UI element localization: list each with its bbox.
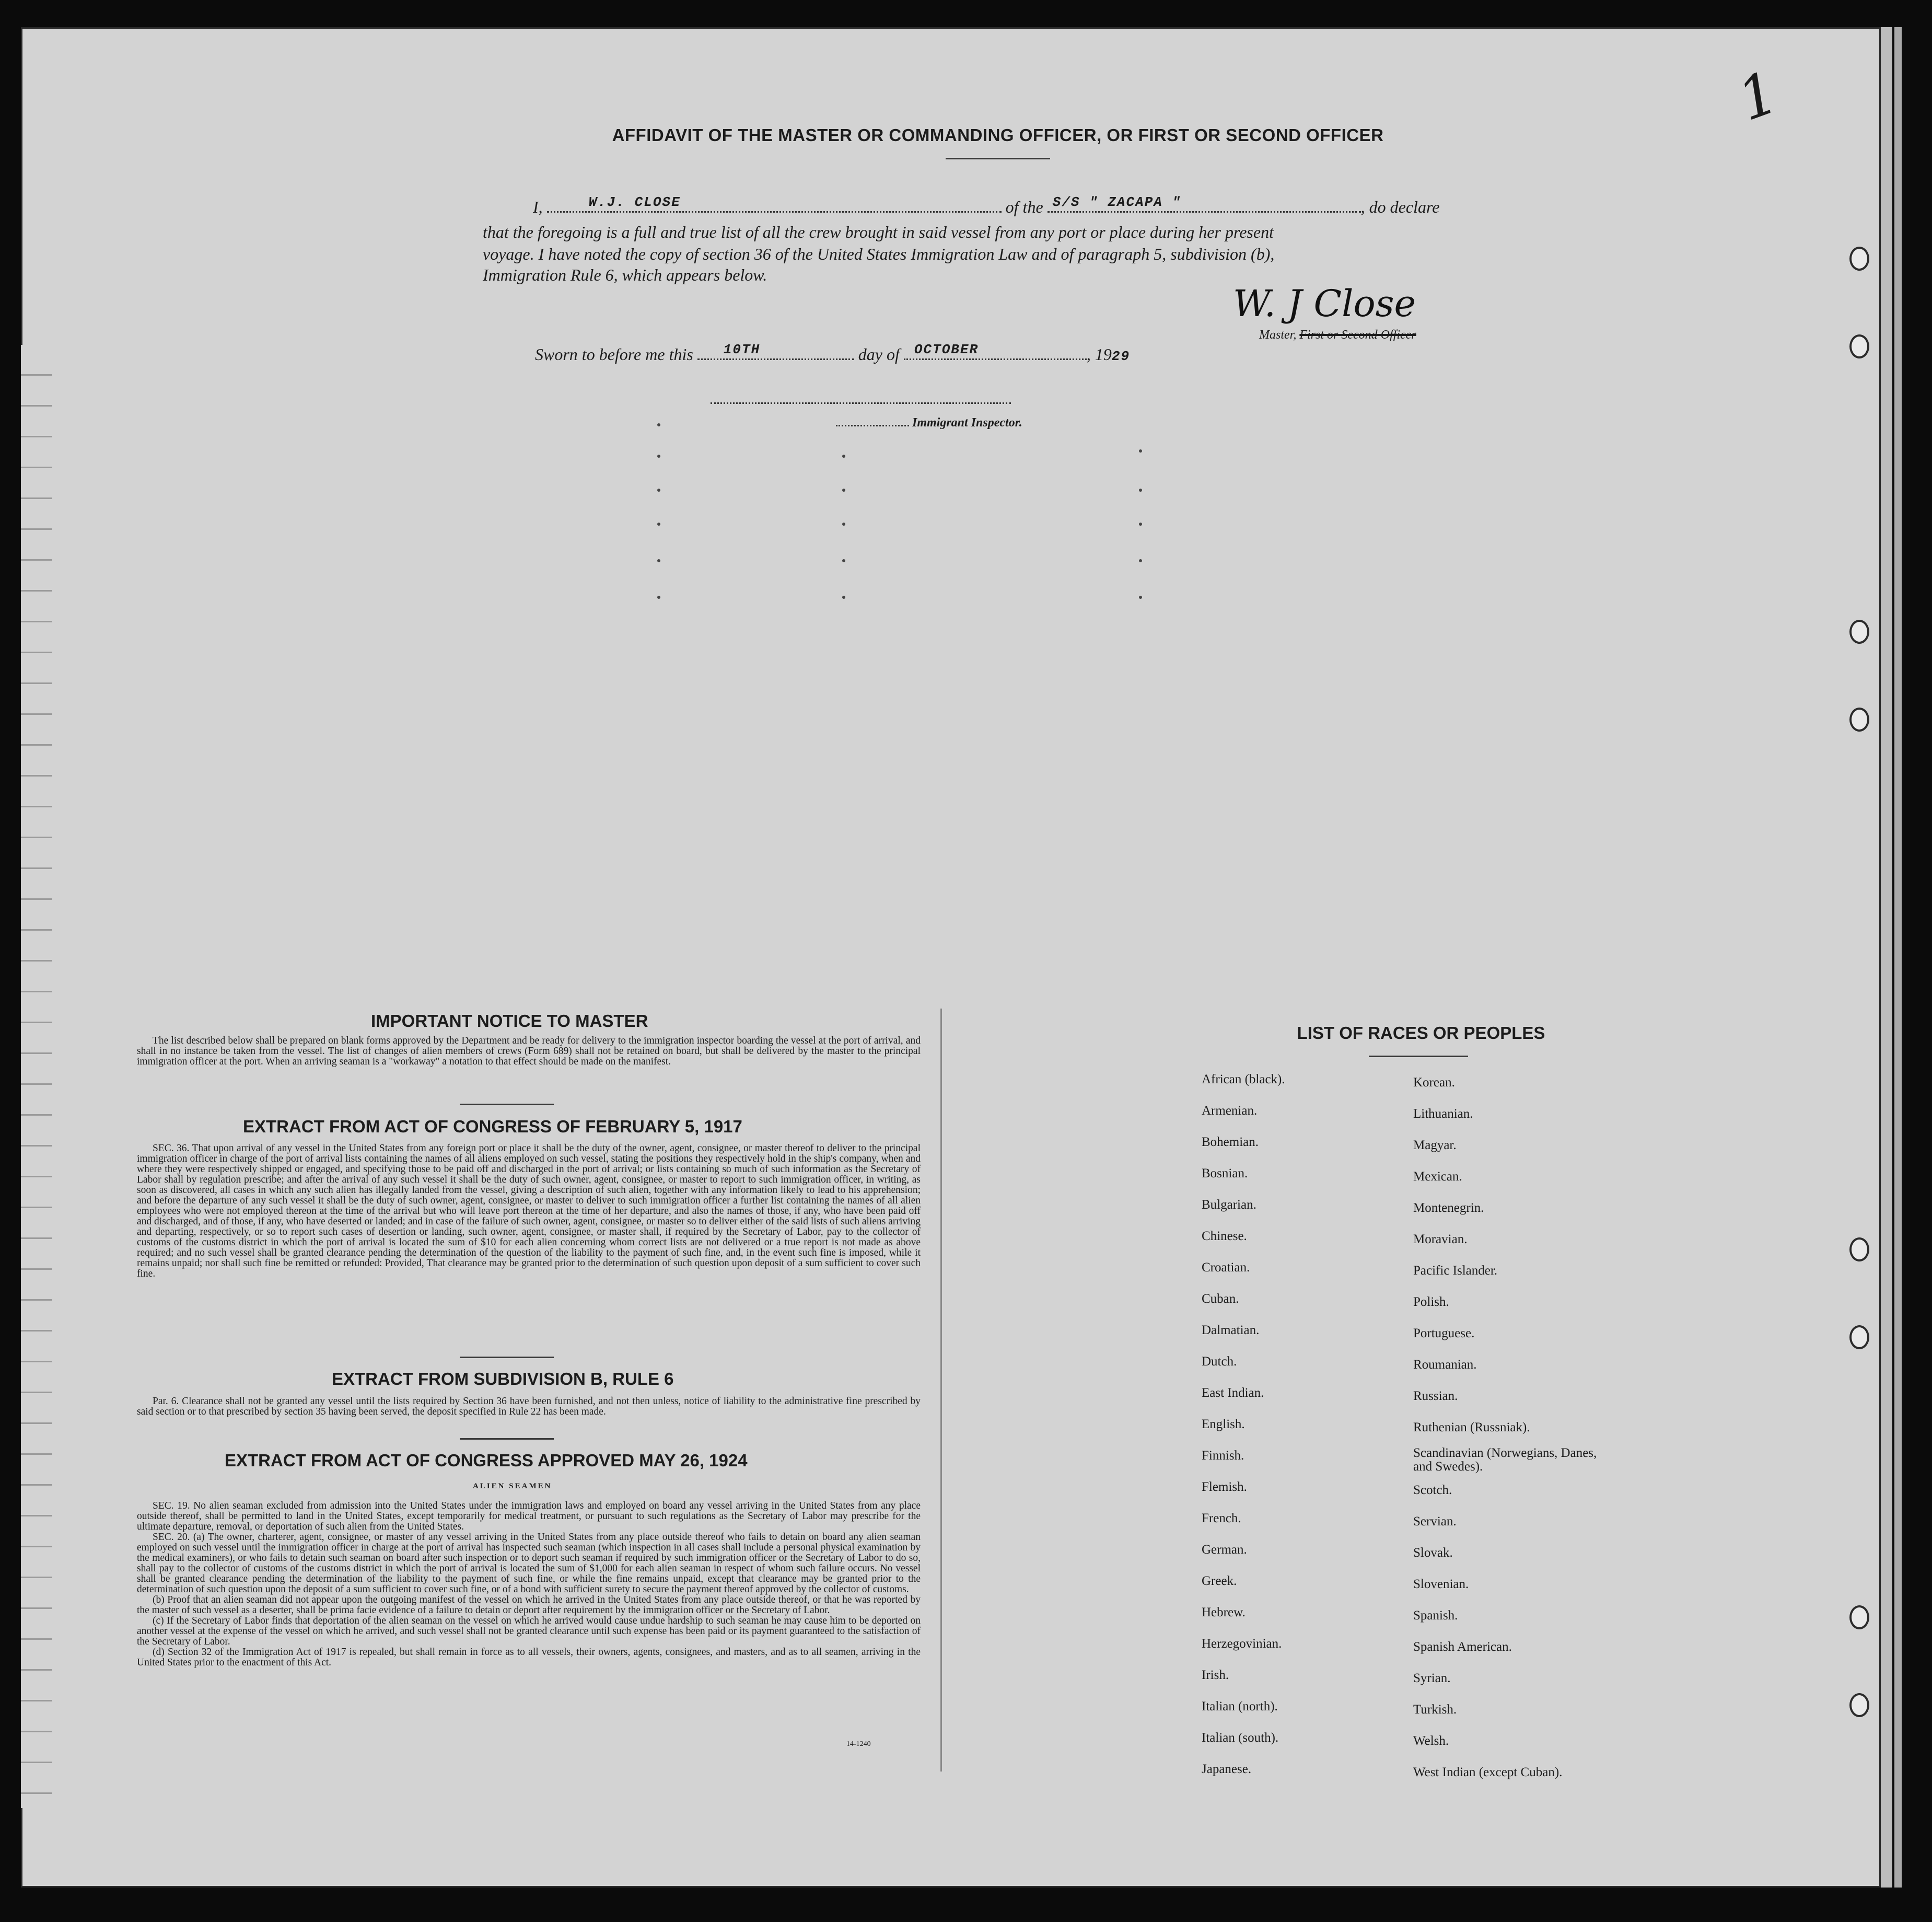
affidavit-line-1: I, W.J. CLOSE of the S/S " ZACAPA " , do declare: [533, 194, 1440, 216]
affidavit-line-4: Immigration Rule 6, which appears below.: [483, 265, 767, 284]
guide-dot: [842, 559, 845, 562]
extract-1917-body: SEC. 36. That upon arrival of any vessel in the United States from any foreign port or place it shall be the duty of the owner, agent, consignee, or master thereof to deliver to the principal immigration officer in charge of the port of arrival lists containing the names of all aliens employed on such vessel, stating the positions they respectively hold in the ship's company, when and where they were respectively shipped or engaged, and specifying those to be paid off and discharged in the port of arrival; or lists containing so much of such information as the Secretary of Labor shall by regulation prescribe; and after the arrival of any such vessel it shall be the duty of such owner, agent, consignee, or master to report to such immigration officer, in writing, as soon as discovered, all cases in which any such alien has illegally landed from the vessel, giving a description of such alien, together with any information likely to lead to his apprehension; and before the departure of any such vessel it shall be the duty of such owner, agent, consignee, or master to deliver to such immigration officer a further list containing the names of all alien employees who were not employed thereon at the time of the arrival but who will leave port thereon at the time of her departure, and also the names of those, if any, who have been paid off and discharged, and of those, if any, who have deserted or landed; and in case of the failure of such owner, agent, consignee, or master so to deliver either of the said lists of such aliens arriving and departing, respectively, or so to report such cases of desertion or landing, such owner, agent, consignee, or master shall, if required by the Secretary of Labor, pay to the collector of customs of the customs district in which the port of arrival is located the sum of $10 for each alien concerning whom correct lists are not delivered or a true report is not made as above required; and no such vessel shall be granted clearance pending the determination of the question of the liability to the payment of such fine, and, in the event such fine is imposed, while it remains unpaid; nor shall such fine be remitted or refunded: Provided, That clearance may be granted prior to the determination of such question upon deposit of a sum sufficient to cover such fine.: [137, 1143, 921, 1279]
race-item: Servian.: [1413, 1514, 1457, 1529]
guide-dot: [657, 596, 660, 599]
race-item: Slovak.: [1413, 1546, 1453, 1560]
punch-hole-icon: [1849, 1325, 1869, 1349]
punch-hole-icon: [1849, 1605, 1869, 1629]
form-number: 14-1240: [846, 1740, 871, 1748]
extract-1924-title: EXTRACT FROM ACT OF CONGRESS APPROVED MAY 26, 1924: [225, 1451, 748, 1470]
races-title: LIST OF RACES OR PEOPLES: [1297, 1023, 1545, 1043]
race-item: Greek.: [1202, 1574, 1237, 1588]
guide-dot: [1139, 596, 1142, 599]
punch-hole-icon: [1849, 1237, 1869, 1261]
notice-body: The list described below shall be prepared on blank forms approved by the Department and be ready for delivery to the immigration inspector boarding the vessel at the port of arrival, and shall in no instance be taken from the vessel. The list of changes of alien members of crews (Form 689) shall not be retained on board, but shall be delivered by the master to the principal immigration officer at the port. When an arriving seaman is a "workaway" a notation to that effect should be made on the manifest.: [137, 1035, 921, 1067]
extract-1917-title: EXTRACT FROM ACT OF CONGRESS OF FEBRUARY 5, 1917: [243, 1117, 742, 1136]
races-title-rule: [1369, 1056, 1468, 1057]
race-item: African (black).: [1202, 1072, 1285, 1086]
guide-dot: [842, 455, 845, 458]
guide-dot: [1139, 523, 1142, 526]
guide-dot: [842, 523, 845, 526]
race-item: Armenian.: [1202, 1104, 1258, 1118]
race-item: West Indian (except Cuban).: [1413, 1765, 1563, 1779]
left-margin-ruling: [21, 345, 52, 1808]
guide-dot: [657, 523, 660, 526]
guide-dot: [657, 489, 660, 492]
master-signature: W. J Close: [1233, 282, 1416, 325]
race-item: Bohemian.: [1202, 1135, 1259, 1149]
race-item: Chinese.: [1202, 1229, 1247, 1243]
officer-name: W.J. CLOSE: [588, 194, 681, 210]
race-item: Bulgarian.: [1202, 1198, 1256, 1212]
sworn-line: Sworn to before me this 10TH day of OCTOBER , 1929: [535, 342, 1131, 364]
race-item: German.: [1202, 1543, 1247, 1557]
race-item: French.: [1202, 1511, 1241, 1525]
alien-seamen-caption: ALIEN SEAMEN: [473, 1482, 552, 1490]
extract-rule6-body: Par. 6. Clearance shall not be granted any vessel until the lists required by Section 36 have been furnished, and not then unless, notice of liability to the administrative fine prescribed by said section or to that prescribed by section 35 having been served, the deposit specified in Rule 22 has been made.: [137, 1396, 921, 1417]
race-item: Spanish.: [1413, 1608, 1458, 1623]
punch-hole-icon: [1849, 247, 1869, 271]
race-item: Japanese.: [1202, 1762, 1252, 1776]
inspector-label: Immigrant Inspector.: [836, 416, 1022, 430]
affidavit-title: AFFIDAVIT OF THE MASTER OR COMMANDING OFFICER, OR FIRST OR SECOND OFFICER: [612, 125, 1384, 145]
race-item: Slovenian.: [1413, 1577, 1469, 1591]
guide-dot: [842, 489, 845, 492]
race-item: Italian (south).: [1202, 1731, 1279, 1745]
race-item: Finnish.: [1202, 1449, 1244, 1463]
race-item: Flemish.: [1202, 1480, 1247, 1494]
extract-rule6-title: EXTRACT FROM SUBDIVISION B, RULE 6: [332, 1369, 674, 1388]
punch-hole-icon: [1849, 1693, 1869, 1717]
race-item: Syrian.: [1413, 1671, 1451, 1685]
race-item: Lithuanian.: [1413, 1107, 1473, 1121]
race-item: Dalmatian.: [1202, 1323, 1260, 1337]
race-item: Pacific Islander.: [1413, 1264, 1498, 1278]
race-item: Welsh.: [1413, 1734, 1449, 1748]
guide-dot: [657, 559, 660, 562]
race-item: Italian (north).: [1202, 1699, 1278, 1713]
race-item: Russian.: [1413, 1389, 1458, 1403]
section-rule: [460, 1357, 554, 1358]
race-item: Mexican.: [1413, 1170, 1462, 1184]
race-item: Croatian.: [1202, 1260, 1250, 1275]
race-item: Korean.: [1413, 1075, 1455, 1090]
guide-dot: [657, 455, 660, 458]
affidavit-line-2: that the foregoing is a full and true list of all the crew brought in said vessel from any port or place during her present: [483, 223, 1274, 241]
race-item: Spanish American.: [1413, 1640, 1512, 1654]
race-item: Cuban.: [1202, 1292, 1239, 1306]
affidavit-line-3: voyage. I have noted the copy of section 36 of the United States Immigration Law and of paragraph 5, subdivision (b),: [483, 245, 1275, 263]
guide-dot: [1139, 559, 1142, 562]
section-rule: [460, 1104, 554, 1105]
race-item: Roumanian.: [1413, 1358, 1477, 1372]
sworn-year: 29: [1111, 349, 1131, 364]
race-item: Portuguese.: [1413, 1326, 1475, 1340]
punch-hole-icon: [1849, 620, 1869, 644]
race-item: Moravian.: [1413, 1232, 1468, 1246]
guide-dot: [657, 423, 660, 426]
guide-dot: [842, 596, 845, 599]
handwritten-page-mark: 1: [1729, 58, 1787, 134]
punch-hole-icon: [1849, 708, 1869, 732]
sworn-day: 10TH: [723, 342, 761, 357]
race-item: Hebrew.: [1202, 1605, 1246, 1619]
extract-1924-body: SEC. 19. No alien seaman excluded from admission into the United States under the immigration laws and employed on board any vessel arriving in the United States from any place outside thereof, shall be permitted to land in the United States, except temporarily for medical treatment, or pursuant to such regulations as the Secretary of Labor may prescribe for the ultimate departure, removal, or deportation of such alien from the United States. SEC. 20. (a) The owner, charterer, agent, consignee, or master of any vessel arriving in the United States from any place outside thereof who fails to detain on board any alien seaman employed on such vessel until the immigration officer in charge at the port of arrival has inspected such seaman (which inspection in all cases shall include a personal physical examination by the medical examiners), or who fails to detain such seaman on board after such inspection or to deport such seaman if required by such immigration officer or the Secretary of Labor to do so, shall pay to the collector of customs of the customs district in which the port of arrival is located the sum of $1,000 for each alien seaman in respect of whom such failure occurs. No vessel shall be granted clearance pending the determination of the liability to the payment of such fine, or while the fine remains unpaid, except that clearance may be granted prior to the determination of such question upon the deposit of a sum sufficient to cover such fine, or of a bond with sufficient surety to secure the payment thereof approved by the collector of customs. (b) Proof that an alien seaman did not appear upon the outgoing manifest of the vessel on which he arrived in the United States from any place outside thereof, or that he was reported by the master of such vessel as a deserter, shall be prima facie evidence of a failure to detain or deport after requirement by the immigration officer or the Secretary of Labor. (c) If the Secretary of Labor finds that deportation of the alien seaman on the vessel on which he arrived would cause undue hardship to such seaman he may cause him to be deported on another vessel at the expense of the vessel on which he arrived, and such vessel shall not be granted clearance until such expense has been paid or its payment guaranteed to the satisfaction of the Secretary of Labor. (d) Section 32 of the Immigration Act of 1917 is repealed, but shall remain in force as to all vessels, their owners, agents, consignees, and masters, and as to all seamen, arriving in the United States prior to the enactment of this Act.: [137, 1500, 921, 1668]
page-edge: [1881, 27, 1892, 1888]
column-divider: [940, 1009, 942, 1772]
race-item: Scandinavian (Norwegians, Danes, and Swedes).: [1413, 1446, 1597, 1474]
race-item: East Indian.: [1202, 1386, 1264, 1400]
guide-dot: [1139, 489, 1142, 492]
race-item: Scotch.: [1413, 1483, 1452, 1497]
race-item: Turkish.: [1413, 1703, 1457, 1717]
race-item: Ruthenian (Russniak).: [1413, 1420, 1530, 1434]
race-item: Montenegrin.: [1413, 1201, 1484, 1215]
signature-label: Master, First or Second Officer: [1259, 328, 1416, 342]
section-rule: [460, 1438, 554, 1440]
race-item: Irish.: [1202, 1668, 1229, 1682]
race-item: Bosnian.: [1202, 1166, 1248, 1180]
race-item: Magyar.: [1413, 1138, 1457, 1152]
guide-dot: [1139, 449, 1142, 453]
title-rule: [946, 158, 1050, 159]
page-edge: [1894, 27, 1902, 1888]
race-item: Dutch.: [1202, 1354, 1237, 1369]
race-item: Herzegovinian.: [1202, 1637, 1282, 1651]
race-item: Polish.: [1413, 1295, 1449, 1309]
notice-title: IMPORTANT NOTICE TO MASTER: [371, 1011, 648, 1031]
inspector-signature-line: [711, 402, 1011, 404]
race-item: English.: [1202, 1417, 1245, 1431]
sworn-month: OCTOBER: [914, 342, 979, 357]
vessel-name: S/S " ZACAPA ": [1052, 194, 1182, 210]
punch-hole-icon: [1849, 334, 1869, 358]
